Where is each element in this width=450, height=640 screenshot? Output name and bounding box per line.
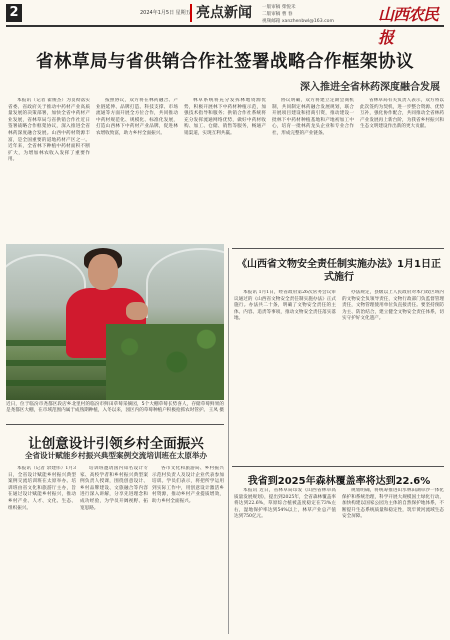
column-divider: [228, 248, 229, 634]
issue-date: 2024年1月5日 星期五: [140, 10, 191, 16]
story3-text: 本报讯（记者 余建伟）1月3日，全省设计赋能乡村振兴典型案例交流培训班在太原举办。培训班由省文化和旅游厅主办，旨在通过设计赋能乡村振兴，推动乡村产业、人才、文化、生态、组织振兴。: [8, 466, 76, 511]
story1-text: 协议明确，双方将建立定期会商机制，共同制定林药融合发展规划，联合开展项目建设和招商引资，推动建设一批林下中药材种植基地和产地初加工中心，培育一批林药龙头企业和专业合作社，形成完整的产业链条。: [272, 98, 354, 136]
story2-column: [342, 290, 444, 462]
story1-column: [184, 98, 266, 242]
story4-column: [342, 488, 444, 636]
caption-text: 近日，位于临汾市尧都区段店乡北里村的临汾市鲜田草莓采摘园，5个大棚草莓长势喜人，存储草莓鲜果的是尧都区大棚，在市域范围内属于成熟期种植，入冬以来，园区内的草莓种植户积极抢抓农时管护。: [6, 402, 224, 414]
story2-column: [234, 290, 336, 462]
story3-text: 培训班邀请国内知名设计专家、高校学者和乡村振兴典型案例负责人授课，围绕创意设计、乡村品牌建设、文旅融合等内容进行深入讲解，分享先进理念和成功经验，为学员开阔视野、拓宽思路。: [80, 466, 148, 511]
story4-text: 本报讯 近日，省林草局印发《山西省林草高质量发展规划》，提出到2025年，全省森林覆盖率将达到22.6%，草原综合植被盖度稳定在73%左右，湿地保护率达到54%以上，林草产业总产值达到750亿元。: [234, 488, 336, 520]
story1-text: 本报讯（记者 翟俊杰）为贯彻落实省委、省政府关于推动中药材产业高质量发展的决策部署，加快全省中药材产业发展，省林草局与省供销合作社近日签署战略合作框架协议，深入推进全省林药深度融合发展。山西中药材资源丰富，是全国重要的道地药材产区之一。近年来，全省林下种植中药材面积不断扩大，为增加林农收入发挥了重要作用。: [8, 98, 90, 163]
story2-headline: 《山西省文物安全责任制实施办法》1月1日正式施行: [237, 259, 441, 283]
photo-caption: [6, 402, 224, 415]
editor-credits: [262, 4, 334, 25]
story3-headline: 让创意设计引领乡村全面振兴: [28, 436, 204, 452]
box-top-rule: [232, 248, 444, 249]
story2-text: 办法规定，县级以上人民政府对本行政区域内的文物安全负领导责任，文物行政部门负监督管理责任，文物管理使用单位负直接责任。要坚持预防为主、防治结合，建立健全文物安全责任体系，切实守护好文化遗产。: [342, 290, 444, 322]
story4-text: 规划明确，将统筹推进山水林田湖草沙一体化保护和系统治理，科学开展大规模国土绿化行动，加快构建以国家公园为主体的自然保护地体系，不断提升生态系统质量和稳定性，筑牢黄河流域生态安全屏障。: [342, 488, 444, 520]
story1-headline: 省林草局与省供销合作社签署战略合作框架协议: [36, 52, 414, 72]
story3-column: [80, 466, 148, 636]
story1-text: 林草系统将充分发挥林地资源优势，积极开展林下中药材种植示范，加强技术指导和服务；供销合作社系统将充分发挥流通网络优势，做好中药材收购、加工、仓储、销售等服务，畅通产销渠道，实现互利共赢。: [184, 98, 266, 136]
editor-line: 一版审稿 柴悦禾: [262, 5, 296, 10]
story1-subheadline: 深入推进全省林药深度融合发展: [300, 82, 440, 93]
story1-column: [96, 98, 178, 242]
masthead-rule: [6, 25, 444, 27]
editor-line: 视频邮箱 xanzhenbwl@163.com: [262, 19, 334, 24]
section-rule: [232, 466, 444, 467]
story3-text: 各市文化和旅游局、乡村振兴示范村负责人及设计企业代表参加培训。学员们表示，将把所学运用到实际工作中，用创意设计激活乡村资源，推动乡村产业提质增效，助力乡村全面振兴。: [152, 466, 224, 504]
story3-subheadline: 全省设计赋能乡村振兴典型案例交流培训班在太原举办: [24, 451, 208, 460]
editor-line: 二版审稿 曹 春: [262, 12, 293, 17]
story1-text: 按照协议，双方将在林药融合、产业链延伸、品牌打造、科技支撑、市场流通等方面开展全方位合作，共同推动中药材规范化、规模化、标准化发展，打造山西林下中药材产业品牌，促进林农增收致富，助力乡村全面振兴。: [96, 98, 178, 136]
story1-column: [8, 98, 90, 242]
section-title: 亮点新闻: [190, 4, 254, 22]
newspaper-logo: 山西农民报: [378, 5, 439, 47]
story4-headline: 我省到2025年森林覆盖率将达到22.6%: [247, 476, 431, 487]
page-number: 2: [6, 4, 22, 22]
story2-text: 本报讯 1月1日，经省政府第26次常务会议审议通过的《山西省文物安全责任制实施办法》正式施行。办法共二十条，明确了文物安全责任的主体、内容、追责等事项，推动文物安全责任落实落地。: [234, 290, 336, 322]
story4-column: [234, 488, 336, 636]
story3-column: [8, 466, 76, 636]
news-photo: [6, 244, 224, 400]
story1-text: 省林草局有关负责人表示，双方将以此次签约为契机，进一步整合资源、优势互补，强化协作配合，共同推动全省林药产业发展再上新台阶，为我省乡村振兴和生态文明建设作出新的更大贡献。: [360, 98, 444, 130]
story1-column: [360, 98, 444, 242]
story3-column: [152, 466, 224, 636]
photo-credit: 王凤 摄: [208, 408, 224, 414]
story1-column: [272, 98, 354, 242]
section-rule: [6, 424, 224, 425]
